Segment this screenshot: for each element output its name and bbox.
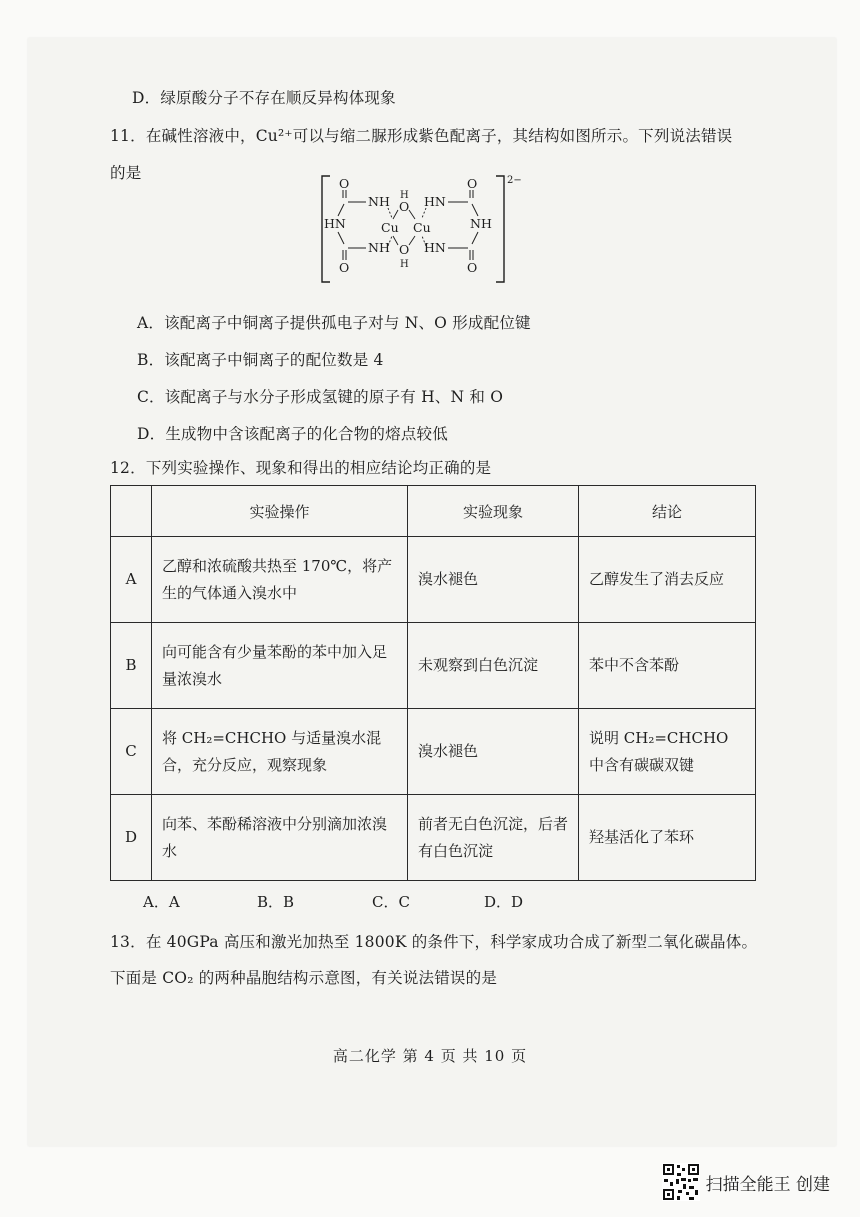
atom-o: O (399, 199, 410, 214)
complex-structure-diagram (318, 170, 548, 288)
atom-hn: HN (324, 216, 346, 231)
page-footer: 高二化学 第 4 页 共 10 页 (332, 1047, 528, 1065)
atom-o: O (399, 242, 410, 257)
operation-cell: 向可能含有少量苯酚的苯中加入足量浓溴水 (152, 623, 408, 709)
q12-answer-b: B．B (257, 893, 295, 911)
table-header-row (111, 486, 756, 537)
operation-cell: 向苯、苯酚稀溶液中分别滴加浓溴水 (152, 795, 408, 881)
table-header-cell: 实验现象 (408, 486, 579, 537)
q12-answer-c: C．C (372, 893, 410, 911)
complex-structure-svg (318, 170, 548, 288)
phenomenon-cell: 前者无白色沉淀，后者有白色沉淀 (408, 795, 579, 881)
row-label: B (111, 623, 152, 709)
atom-hn: HN (424, 194, 446, 209)
charge-label: 2− (507, 175, 522, 186)
q11-option-b: B．该配离子中铜离子的配位数是 4 (137, 351, 384, 369)
atom-nh: NH (368, 240, 390, 255)
q12-answer-d: D．D (484, 893, 524, 911)
phenomenon-cell: 未观察到白色沉淀 (408, 623, 579, 709)
table-row (111, 709, 756, 795)
phenomenon-cell: 溴水褪色 (408, 709, 579, 795)
q11-stem-line1: 11．在碱性溶液中，Cu²⁺可以与缩二脲形成紫色配离子，其结构如图所示。下列说法错误 (110, 127, 733, 145)
q13-stem-line2: 下面是 CO₂ 的两种晶胞结构示意图，有关说法错误的是 (110, 969, 498, 987)
atom-o: O (467, 260, 478, 275)
table-row (111, 623, 756, 709)
table-header-cell: 实验操作 (152, 486, 408, 537)
table-header-cell: 结论 (579, 486, 756, 537)
atom-h: H (400, 259, 409, 270)
conclusion-cell: 羟基活化了苯环 (579, 795, 756, 881)
experiment-table (110, 485, 756, 881)
row-label: C (111, 709, 152, 795)
conclusion-cell: 苯中不含苯酚 (579, 623, 756, 709)
q11-option-c: C．该配离子与水分子形成氢键的原子有 H、N 和 O (137, 388, 504, 406)
row-label: D (111, 795, 152, 881)
table-header-cell (111, 486, 152, 537)
q10-option-d: D．绿原酸分子不存在顺反异构体现象 (132, 89, 396, 107)
row-label: A (111, 537, 152, 623)
conclusion-cell: 乙醇发生了消去反应 (579, 537, 756, 623)
atom-cu: Cu (381, 220, 399, 235)
qr-code-icon (662, 1163, 700, 1201)
right-bracket (496, 176, 504, 282)
table-row (111, 537, 756, 623)
scanner-stamp-text: 扫描全能王 创建 (705, 1174, 830, 1195)
conclusion-cell: 说明 CH₂=CHCHO 中含有碳碳双键 (579, 709, 756, 795)
atom-nh: NH (470, 216, 492, 231)
q11-option-d: D．生成物中含该配离子的化合物的熔点较低 (137, 425, 448, 443)
operation-cell: 将 CH₂=CHCHO 与适量溴水混合，充分反应，观察现象 (152, 709, 408, 795)
q11-stem-line2: 的是 (110, 164, 142, 182)
phenomenon-cell: 溴水褪色 (408, 537, 579, 623)
atom-o: O (339, 260, 350, 275)
atom-nh: NH (368, 194, 390, 209)
atom-o: O (467, 176, 478, 191)
operation-cell: 乙醇和浓硫酸共热至 170℃，将产生的气体通入溴水中 (152, 537, 408, 623)
table-row (111, 795, 756, 881)
atom-h: H (400, 190, 409, 201)
atom-o: O (339, 176, 350, 191)
q11-option-a: A．该配离子中铜离子提供孤电子对与 N、O 形成配位键 (137, 314, 531, 332)
atom-hn: HN (424, 240, 446, 255)
q12-answer-a: A．A (143, 893, 180, 911)
atom-cu: Cu (413, 220, 431, 235)
q12-stem: 12．下列实验操作、现象和得出的相应结论均正确的是 (110, 459, 492, 477)
q13-stem-line1: 13．在 40GPa 高压和激光加热至 1800K 的条件下，科学家成功合成了新型二氧化碳晶体。 (110, 933, 758, 951)
scanner-stamp (662, 1163, 830, 1201)
